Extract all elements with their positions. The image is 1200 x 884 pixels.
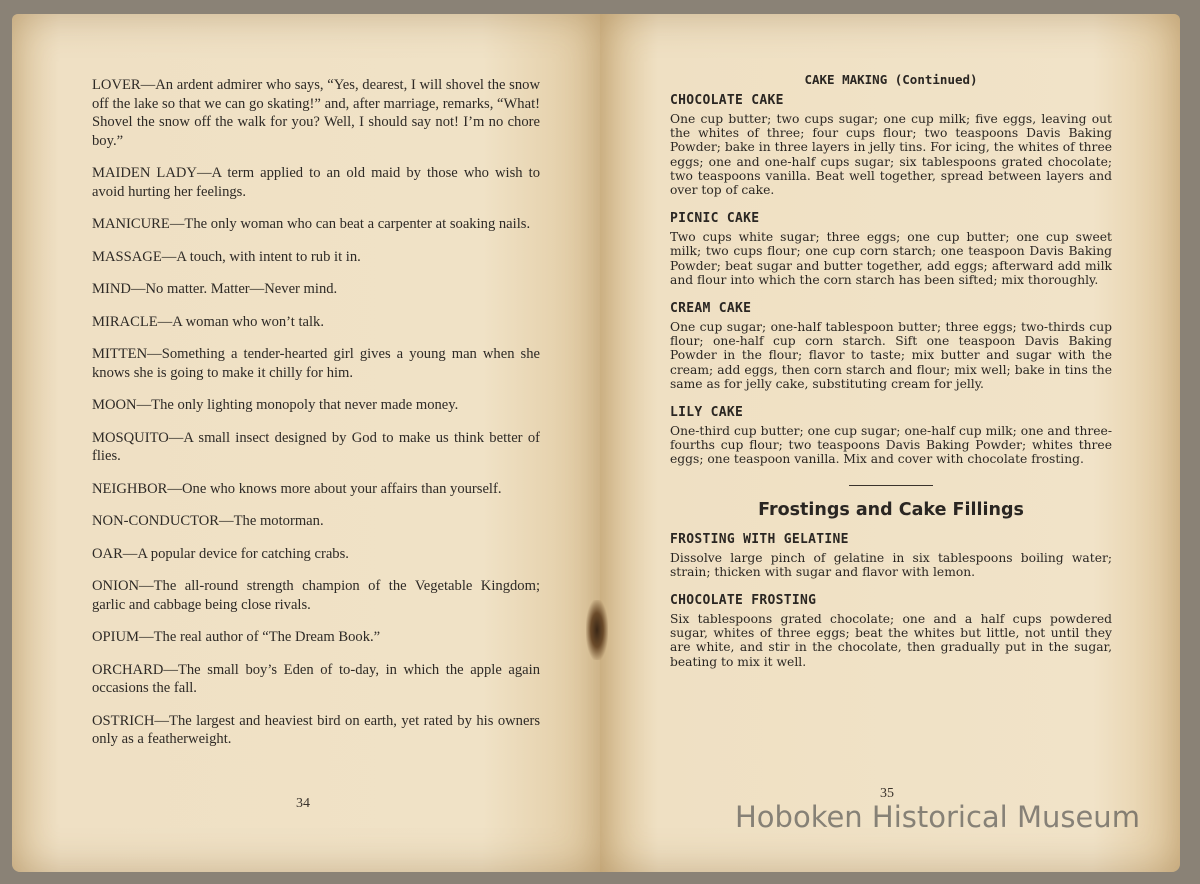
recipe-title: CHOCOLATE CAKE — [670, 93, 784, 108]
glossary-entry-oar: OAR—A popular device for catching crabs. — [92, 545, 349, 562]
recipe-body: Dissolve large pinch of gelatine in six tablespoons boiling water; strain; thicken with sugar and flavor with lemon. — [670, 550, 1112, 579]
glossary-entry-maiden-lady: MAIDEN LADY—A term applied to an old maid by those who wish to avoid hurting her feelings. — [92, 165, 540, 200]
recipe-title: LILY CAKE — [670, 405, 744, 421]
right-page — [600, 14, 1180, 872]
recipe-title: FROSTING WITH GELATINE — [670, 531, 849, 547]
glossary-entry-mind: MIND—No matter. Matter—Never mind. — [92, 281, 338, 297]
recipe-title: CHOCOLATE FROSTING — [670, 593, 817, 609]
glossary-entry-manicure: MANICURE—The only woman who can beat a carpenter at soaking nails. — [92, 216, 531, 232]
page-number-right: 35 — [880, 786, 894, 801]
glossary-entry-opium: OPIUM—The real author of “The Dream Book.” — [92, 629, 381, 645]
recipe-body: One cup sugar; one-half tablespoon butter; three eggs; two-thirds cup flour; one-half cup corn starch. Sift one teaspoon Davis Baking Powder in the flour; flavor to taste; mix butter and sugar with the cream; add eggs, then corn starch and flour; mix well; bake in tins the same as for jelly cake, substituting cream for jelly. — [670, 320, 1112, 391]
glossary-entry-massage: MASSAGE—A touch, with intent to rub it in. — [92, 248, 361, 265]
recipe-chocolate-frosting — [670, 593, 1112, 669]
glossary-entry-lover: LOVER—An ardent admirer who says, “Yes, dearest, I will shovel the snow off the lake so that we can go skating!” and, after marriage, remarks, “What! Shovel the snow off the walk for you? Well, I should say not! I’m no chore boy.” — [92, 77, 540, 149]
recipe-body: Two cups white sugar; three eggs; one cup butter; one cup sweet milk; two cups flour; one cup corn starch; one teaspoon Davis Baking Powder; beat sugar and butter together, add eggs; afterward add milk and flour into which the corn starch has been sifted; mix thoroughly. — [670, 230, 1112, 287]
recipe-picnic-cake — [670, 211, 1112, 287]
recipe-body: One-third cup butter; one cup sugar; one-half cup milk; one and three-fourths cup flour; two teaspoons Davis Baking Powder; whites three eggs; one teaspoon vanilla. Mix and cover with chocolate frosting. — [670, 424, 1112, 467]
glossary-entry-mosquito: MOSQUITO—A small insect designed by God to make us think better of flies. — [92, 429, 540, 464]
glossary-entry-miracle: MIRACLE—A woman who won’t talk. — [92, 313, 325, 330]
running-head: CAKE MAKING (Continued) — [804, 72, 978, 87]
burn-mark — [586, 600, 608, 660]
glossary-entry-moon: MOON—The only lighting monopoly that never made money. — [92, 397, 459, 413]
recipe-body: One cup butter; two cups sugar; one cup milk; five eggs, leaving out the whites of three; four cups flour; two teaspoons Davis Baking Powder; bake in three layers in jelly tins. For icing, the whites of three eggs; one and one-half cups sugar; six tablespoons grated chocolate; two teaspoons vanilla. Beat well together, spread between layers and over top of cake. — [670, 112, 1112, 198]
recipe-lily-cake — [670, 405, 1112, 467]
recipe-body: Six tablespoons grated chocolate; one and a half cups powdered sugar, whites of three eggs; beat the whites but little, not until they are white, and stir in the chocolate, then gradually put in the sugar, beating to mix it well. — [670, 612, 1112, 669]
glossary-entry-non-conductor: NON-CONDUCTOR—The motorman. — [92, 513, 324, 529]
recipe-column — [670, 72, 1112, 683]
watermark: Hoboken Historical Museum — [735, 800, 1140, 834]
section-divider — [849, 485, 933, 486]
glossary-entry-ostrich: OSTRICH—The largest and heaviest bird on earth, yet rated by his owners only as a featherweight. — [92, 712, 540, 747]
recipe-chocolate-cake — [670, 93, 1112, 197]
glossary-entries — [92, 76, 540, 763]
recipe-cream-cake — [670, 301, 1112, 391]
recipe-title: CREAM CAKE — [670, 301, 752, 317]
recipe-frosting-with-gelatine — [670, 532, 1112, 579]
glossary-entry-onion: ONION—The all-round strength champion of the Vegetable Kingdom; garlic and cabbage being close rivals. — [92, 578, 540, 613]
left-page — [12, 14, 600, 872]
page-number-left: 34 — [296, 796, 310, 811]
recipe-title: PICNIC CAKE — [670, 211, 760, 227]
glossary-entry-orchard: ORCHARD—The small boy’s Eden of to-day, in which the apple again occasions the fall. — [92, 661, 540, 696]
glossary-entry-mitten: MITTEN—Something a tender-hearted girl gives a young man when she knows she is going to make it chilly for him. — [92, 346, 540, 381]
glossary-entry-neighbor: NEIGHBOR—One who knows more about your affairs than yourself. — [92, 480, 502, 497]
section-heading: Frostings and Cake Fillings — [758, 499, 1024, 520]
